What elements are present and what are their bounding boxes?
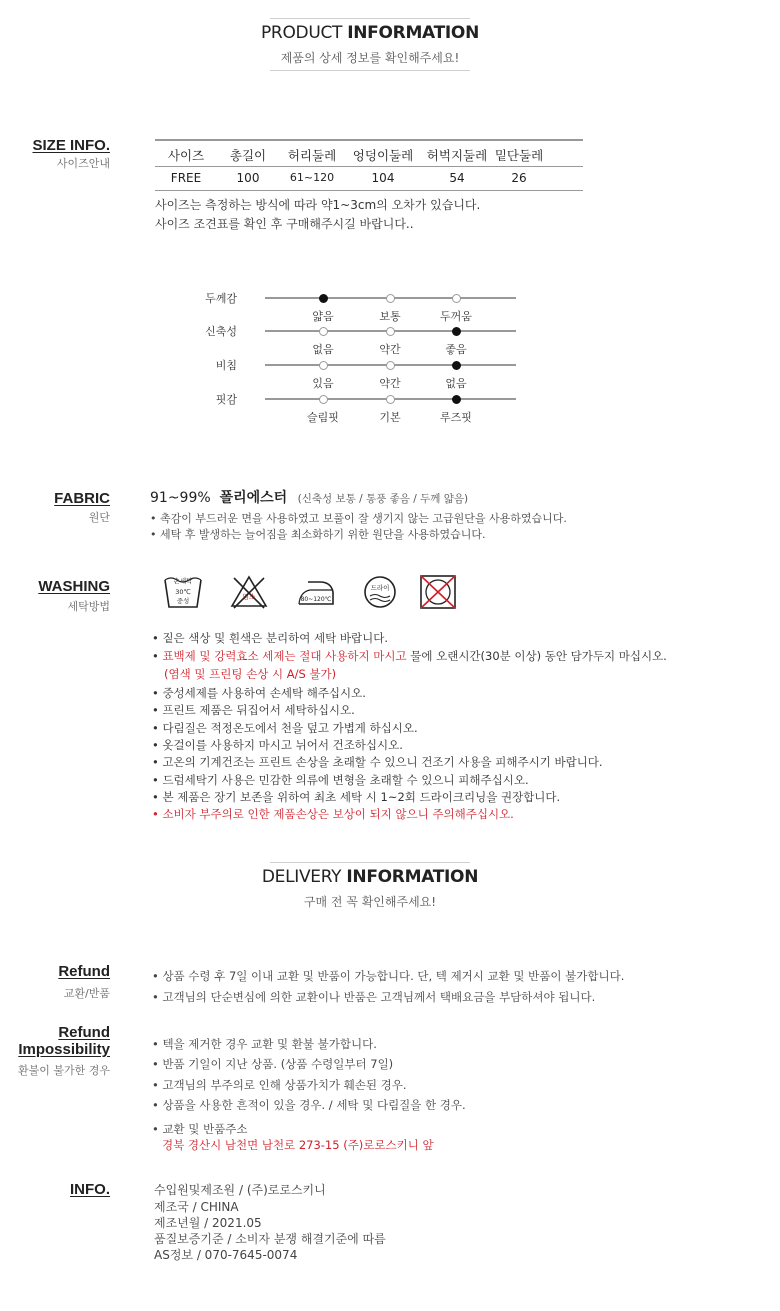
scale-option: 보통 <box>379 310 401 323</box>
scale-label: 신축성 <box>205 325 237 338</box>
scale-option: 약간 <box>379 343 401 356</box>
header-bottom-line <box>270 70 470 71</box>
scale-dot <box>386 395 395 404</box>
list-item-bleach: • 표백제 및 강력효소 세제는 절대 사용하지 마시고 물에 오랜시간(30분 이상) 동안 담가두지 마십시오. <box>152 649 667 663</box>
hand-wash-icon <box>163 574 203 610</box>
delivery-info-subtitle: 구매 전 꼭 확인해주세요! <box>303 895 437 909</box>
list-item: • 옷걸이를 사용하지 마시고 뉘어서 건조하십시오. <box>152 738 403 752</box>
cell-hem: 26 <box>511 171 527 185</box>
scale-dot <box>319 294 328 303</box>
refund-bullet-2: • 고객님의 단순변심에 의한 교환이나 반품은 고객님께서 택배요금을 부담하셔야 됩니다. <box>152 990 596 1004</box>
list-item: • 다림질은 적정온도에서 천을 덮고 가볍게 하십시오. <box>152 721 418 735</box>
list-item: • 프린트 제품은 뒤집어서 세탁하십시오. <box>152 703 355 717</box>
table-top-rule <box>155 139 583 141</box>
hand-wash-text: 손세탁 <box>173 577 193 585</box>
fabric-bullet-1: • 촉감이 부드러운 면을 사용하였고 보풀이 잘 생기지 않는 고급원단을 사용하였습니다. <box>150 512 567 525</box>
info-line-warranty: 품질보증기준 / 소비자 분쟁 해결기준에 따름 <box>154 1232 386 1246</box>
scale-dot <box>452 294 461 303</box>
col-size: 사이즈 <box>167 148 205 163</box>
col-waist: 허리둘레 <box>287 148 337 163</box>
table-mid-rule <box>155 166 583 167</box>
product-info-title: PRODUCT INFORMATION <box>260 23 479 43</box>
info-line-as: AS정보 / 070-7645-0074 <box>154 1248 298 1262</box>
info-line-country: 제조국 / CHINA <box>154 1200 239 1214</box>
size-info-title: SIZE INFO. <box>32 137 110 154</box>
washing-subtitle: 세탁방법 <box>67 600 110 613</box>
cell-thigh: 54 <box>449 171 465 185</box>
table-row <box>155 171 583 189</box>
impossibility-title-1: Refund <box>58 1024 110 1041</box>
refund-subtitle: 교환/반품 <box>63 987 110 1000</box>
size-info-subtitle: 사이즈안내 <box>56 157 110 170</box>
col-thigh: 허벅지둘레 <box>426 148 488 163</box>
table-header-row <box>155 146 583 164</box>
list-item: • 드럼세탁기 사용은 민감한 의류에 변형을 초래할 수 있으니 피해주십시오. <box>152 773 529 787</box>
impossibility-bullet-4: • 상품을 사용한 흔적이 있을 경우. / 세탁 및 다림질을 한 경우. <box>152 1098 466 1112</box>
col-hem: 밑단둘레 <box>494 148 544 163</box>
refund-bullet-1: • 상품 수령 후 7일 이내 교환 및 반품이 가능합니다. 단, 텍 제거시 교환 및 반품이 불가합니다. <box>152 969 625 983</box>
impossibility-bullet-2: • 반품 기일이 지난 상품. (상품 수령일부터 7일) <box>152 1057 394 1071</box>
scale-dot <box>319 395 328 404</box>
list-item: • 중성세제를 사용하여 손세탁 해주십시오. <box>152 686 366 700</box>
iron-temp: 80~120℃ <box>300 596 332 603</box>
scale-option: 두꺼움 <box>440 310 472 323</box>
impossibility-subtitle: 환불이 불가한 경우 <box>17 1064 110 1077</box>
col-hip: 엉덩이둘레 <box>352 148 414 163</box>
delivery-top-line <box>270 862 470 863</box>
scale-option: 있음 <box>312 377 334 390</box>
no-tumble-dry-icon <box>418 574 458 610</box>
table-bottom-rule <box>155 190 583 191</box>
impossibility-bullet-3: • 고객님의 부주의로 인해 상품가치가 훼손된 경우. <box>152 1078 407 1092</box>
fabric-subtitle: 원단 <box>88 511 110 524</box>
size-note-2: 사이즈 조견표를 확인 후 구매해주시길 바랍니다.. <box>155 217 414 231</box>
list-item: • 고온의 기계건조는 프린트 손상을 초래할 수 있으니 건조기 사용을 피해주시기 바랍니다. <box>152 755 603 769</box>
address-label: • 교환 및 반품주소 <box>152 1122 248 1136</box>
scale-option: 기본 <box>379 411 401 424</box>
list-item: • 짙은 색상 및 흰색은 분리하여 세탁 바랍니다. <box>152 631 388 645</box>
impossibility-bullet-1: • 텍을 제거한 경우 교환 및 환불 불가합니다. <box>152 1037 377 1051</box>
scale-option: 루즈핏 <box>440 411 472 424</box>
scale-option: 약간 <box>379 377 401 390</box>
scale-option: 없음 <box>445 377 467 390</box>
scale-dot <box>386 327 395 336</box>
hand-wash-temp: 30℃ <box>175 588 191 596</box>
no-bleach-icon <box>229 574 269 610</box>
return-address: 경북 경산시 남천면 남천로 273-15 (주)로로스키니 앞 <box>162 1138 434 1152</box>
refund-title: Refund <box>58 963 110 980</box>
washing-title: WASHING <box>38 578 110 595</box>
fabric-composition <box>150 487 468 507</box>
dry-clean-icon <box>360 574 400 610</box>
fabric-material: 폴리에스터 <box>219 490 288 506</box>
cell-size: FREE <box>170 171 202 185</box>
delivery-info-title: DELIVERY INFORMATION <box>261 867 479 887</box>
hand-wash-neutral: 중성 <box>176 597 190 605</box>
scale-label: 핏감 <box>215 393 237 406</box>
scale-option: 슬림핏 <box>307 411 339 424</box>
scale-option: 좋음 <box>445 343 467 356</box>
scale-label: 비침 <box>215 359 237 372</box>
info-title: INFO. <box>70 1181 110 1198</box>
list-item: • 소비자 부주의로 인한 제품손상은 보상이 되지 않으니 주의해주십시오. <box>152 807 514 821</box>
scale-dot <box>386 361 395 370</box>
fabric-bullet-2: • 세탁 후 발생하는 늘어짐을 최소화하기 위한 원단을 사용하였습니다. <box>150 528 486 541</box>
cell-length: 100 <box>236 171 260 185</box>
impossibility-title-2: Impossibility <box>18 1041 110 1058</box>
scale-dot <box>452 395 461 404</box>
scale-option: 없음 <box>312 343 334 356</box>
scale-dot <box>452 361 461 370</box>
scale-option: 얇음 <box>312 310 334 323</box>
info-line-date: 제조년월 / 2021.05 <box>154 1216 262 1230</box>
scale-dot <box>452 327 461 336</box>
list-item: (염색 및 프린팅 손상 시 A/S 불가) <box>164 667 337 681</box>
cell-hip: 104 <box>371 171 395 185</box>
info-line-manufacturer: 수입원및제조원 / (주)로로스키니 <box>154 1183 326 1197</box>
list-item: • 본 제품은 장기 보존을 위하여 최초 세탁 시 1~2회 드라이크리닝을 권장합니다. <box>152 790 561 804</box>
fabric-title: FABRIC <box>54 490 110 507</box>
product-info-subtitle: 제품의 상세 정보를 확인해주세요! <box>280 51 460 65</box>
dry-clean-text: 드라이 <box>370 584 390 592</box>
size-note-1: 사이즈는 측정하는 방식에 따라 약1~3cm의 오차가 있습니다. <box>155 198 481 212</box>
iron-icon <box>296 574 336 610</box>
scale-dot <box>319 361 328 370</box>
header-top-line <box>270 18 470 19</box>
fabric-props: (신축성 보통 / 통풍 좋음 / 두께 얇음) <box>297 493 469 505</box>
no-bleach-text: 염소 <box>242 593 256 601</box>
fabric-percent: 91~99% <box>150 490 211 506</box>
scale-label: 두께감 <box>205 292 237 305</box>
col-length: 총길이 <box>229 148 267 163</box>
scale-dot <box>319 327 328 336</box>
cell-waist: 61~120 <box>289 171 335 184</box>
scale-dot <box>386 294 395 303</box>
